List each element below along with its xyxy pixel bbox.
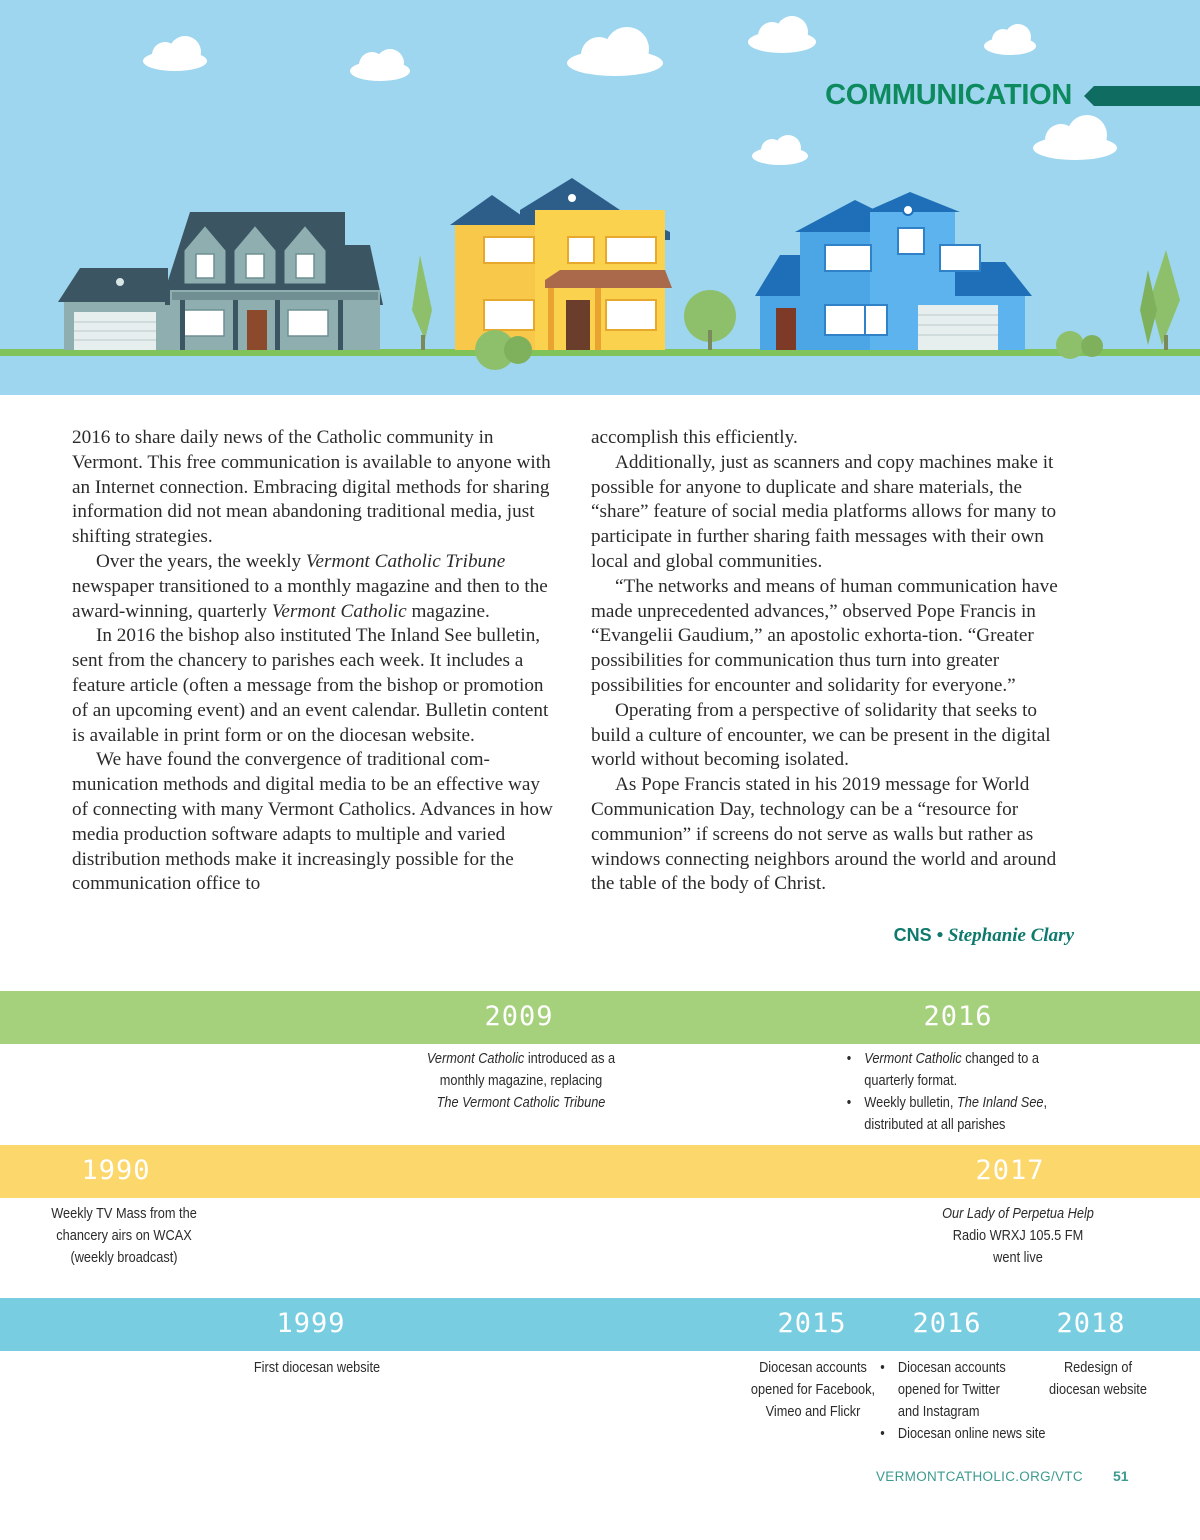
event-2015: Diocesan accounts opened for Facebook, Vimeo and Flickr xyxy=(750,1360,876,1420)
list-item: • Diocesan online news site xyxy=(879,1423,1046,1445)
list-item: • Weekly bulletin, The Inland See, distributed at all parishes xyxy=(845,1092,1047,1136)
article-column-right xyxy=(591,426,1079,897)
event-2009: Vermont Catholic introduced as a monthly magazine, replacing The Vermont Catholic Tribune xyxy=(426,1051,616,1111)
list-item: • Vermont Catholic changed to a quarterly format. xyxy=(845,1048,1047,1092)
year-1999: 1999 xyxy=(276,1308,346,1339)
event-1990: Weekly TV Mass from the chancery airs on WCAX (weekly broadcast) xyxy=(51,1206,197,1266)
year-2015: 2015 xyxy=(777,1308,847,1339)
title-arrow-icon xyxy=(1084,86,1200,106)
event-2017: Our Lady of Perpetua Help Radio WRXJ 105.5 FM went live xyxy=(942,1206,1094,1266)
year-2016-top: 2016 xyxy=(923,1001,993,1032)
paragraph: Over the years, the weekly Vermont Catholic Tribune newspaper transitioned to a monthly magazine and then to the award-winning, quarterly Vermont Catholic magazine. xyxy=(72,550,548,622)
timeline-band-green xyxy=(0,991,1200,1044)
paragraph: 2016 to share daily news of the Catholic community in Vermont. This free communication is available to anyone with an Internet connection. Embracing digital methods for sharing information did not mean abandoning traditional media, just shifting strategies. xyxy=(72,427,551,548)
byline-org: CNS xyxy=(893,925,932,945)
list-item: • Diocesan accounts opened for Twitter and Instagram xyxy=(879,1357,1046,1423)
event-2018: Redesign of diocesan website xyxy=(1049,1360,1147,1398)
houses-illustration-icon xyxy=(0,0,1200,395)
paragraph: Additionally, just as scanners and copy machines make it possible for anyone to duplicate and share materials, the “share” feature of social media platforms allows for many to participate in further sharing faith messages with their own local and global communities. xyxy=(591,451,1057,572)
section-title: COMMUNICATION xyxy=(825,79,1072,111)
year-1990: 1990 xyxy=(81,1155,151,1186)
paragraph: “The networks and means of human communication have made unprecedented advances,” observed Pope Francis in “Evangelii Gaudium,” an apostolic exhorta-tion. “Greater possibilities for communication thus turn into greater possibilities for encounter and solidarity for everyone.” xyxy=(591,575,1058,696)
paragraph: We have found the convergence of traditional com-munication methods and digital media to be an effective way of connecting with many Vermont Catholics. Advances in how media production software adapts to multiple and varied distribution methods make it increasingly possible for the communication office to xyxy=(72,749,553,895)
byline-separator: • xyxy=(931,925,948,946)
article-column-left xyxy=(72,426,560,897)
year-2009: 2009 xyxy=(484,1001,554,1032)
event-1999: First diocesan website xyxy=(253,1360,381,1376)
paragraph: accomplish this efficiently. xyxy=(591,427,798,448)
footer-url: VERMONTCATHOLIC.ORG/VTC xyxy=(876,1469,1083,1484)
year-2016-bottom: 2016 xyxy=(912,1308,982,1339)
byline-author: Stephanie Clary xyxy=(947,925,1074,946)
timeline-band-blue xyxy=(0,1298,1200,1351)
year-2017: 2017 xyxy=(975,1155,1045,1186)
paragraph: Operating from a perspective of solidarity that seeks to build a culture of encounter, we can be present in the digital world without becoming isolated. xyxy=(591,699,1051,771)
page-number: 51 xyxy=(1113,1468,1129,1484)
event-2016-top xyxy=(845,1048,1047,1136)
paragraph: In 2016 the bishop also instituted The Inland See bulletin, sent from the chancery to parishes each week. It includes a feature article (often a message from the bishop or promotion of an upcoming event) and an event calendar. Bulletin content is available in print form or on the diocesan website. xyxy=(72,625,549,746)
byline xyxy=(894,925,1074,947)
year-2018: 2018 xyxy=(1056,1308,1126,1339)
paragraph: As Pope Francis stated in his 2019 message for World Communication Day, technology can be a “resource for communion” if screens do not serve as walls but rather as windows connecting neighbors around the world and around the table of the body of Christ. xyxy=(591,774,1057,895)
event-2016-bottom xyxy=(879,1357,1046,1445)
timeline-band-yellow xyxy=(0,1145,1200,1198)
banner-illustration xyxy=(0,0,1200,395)
